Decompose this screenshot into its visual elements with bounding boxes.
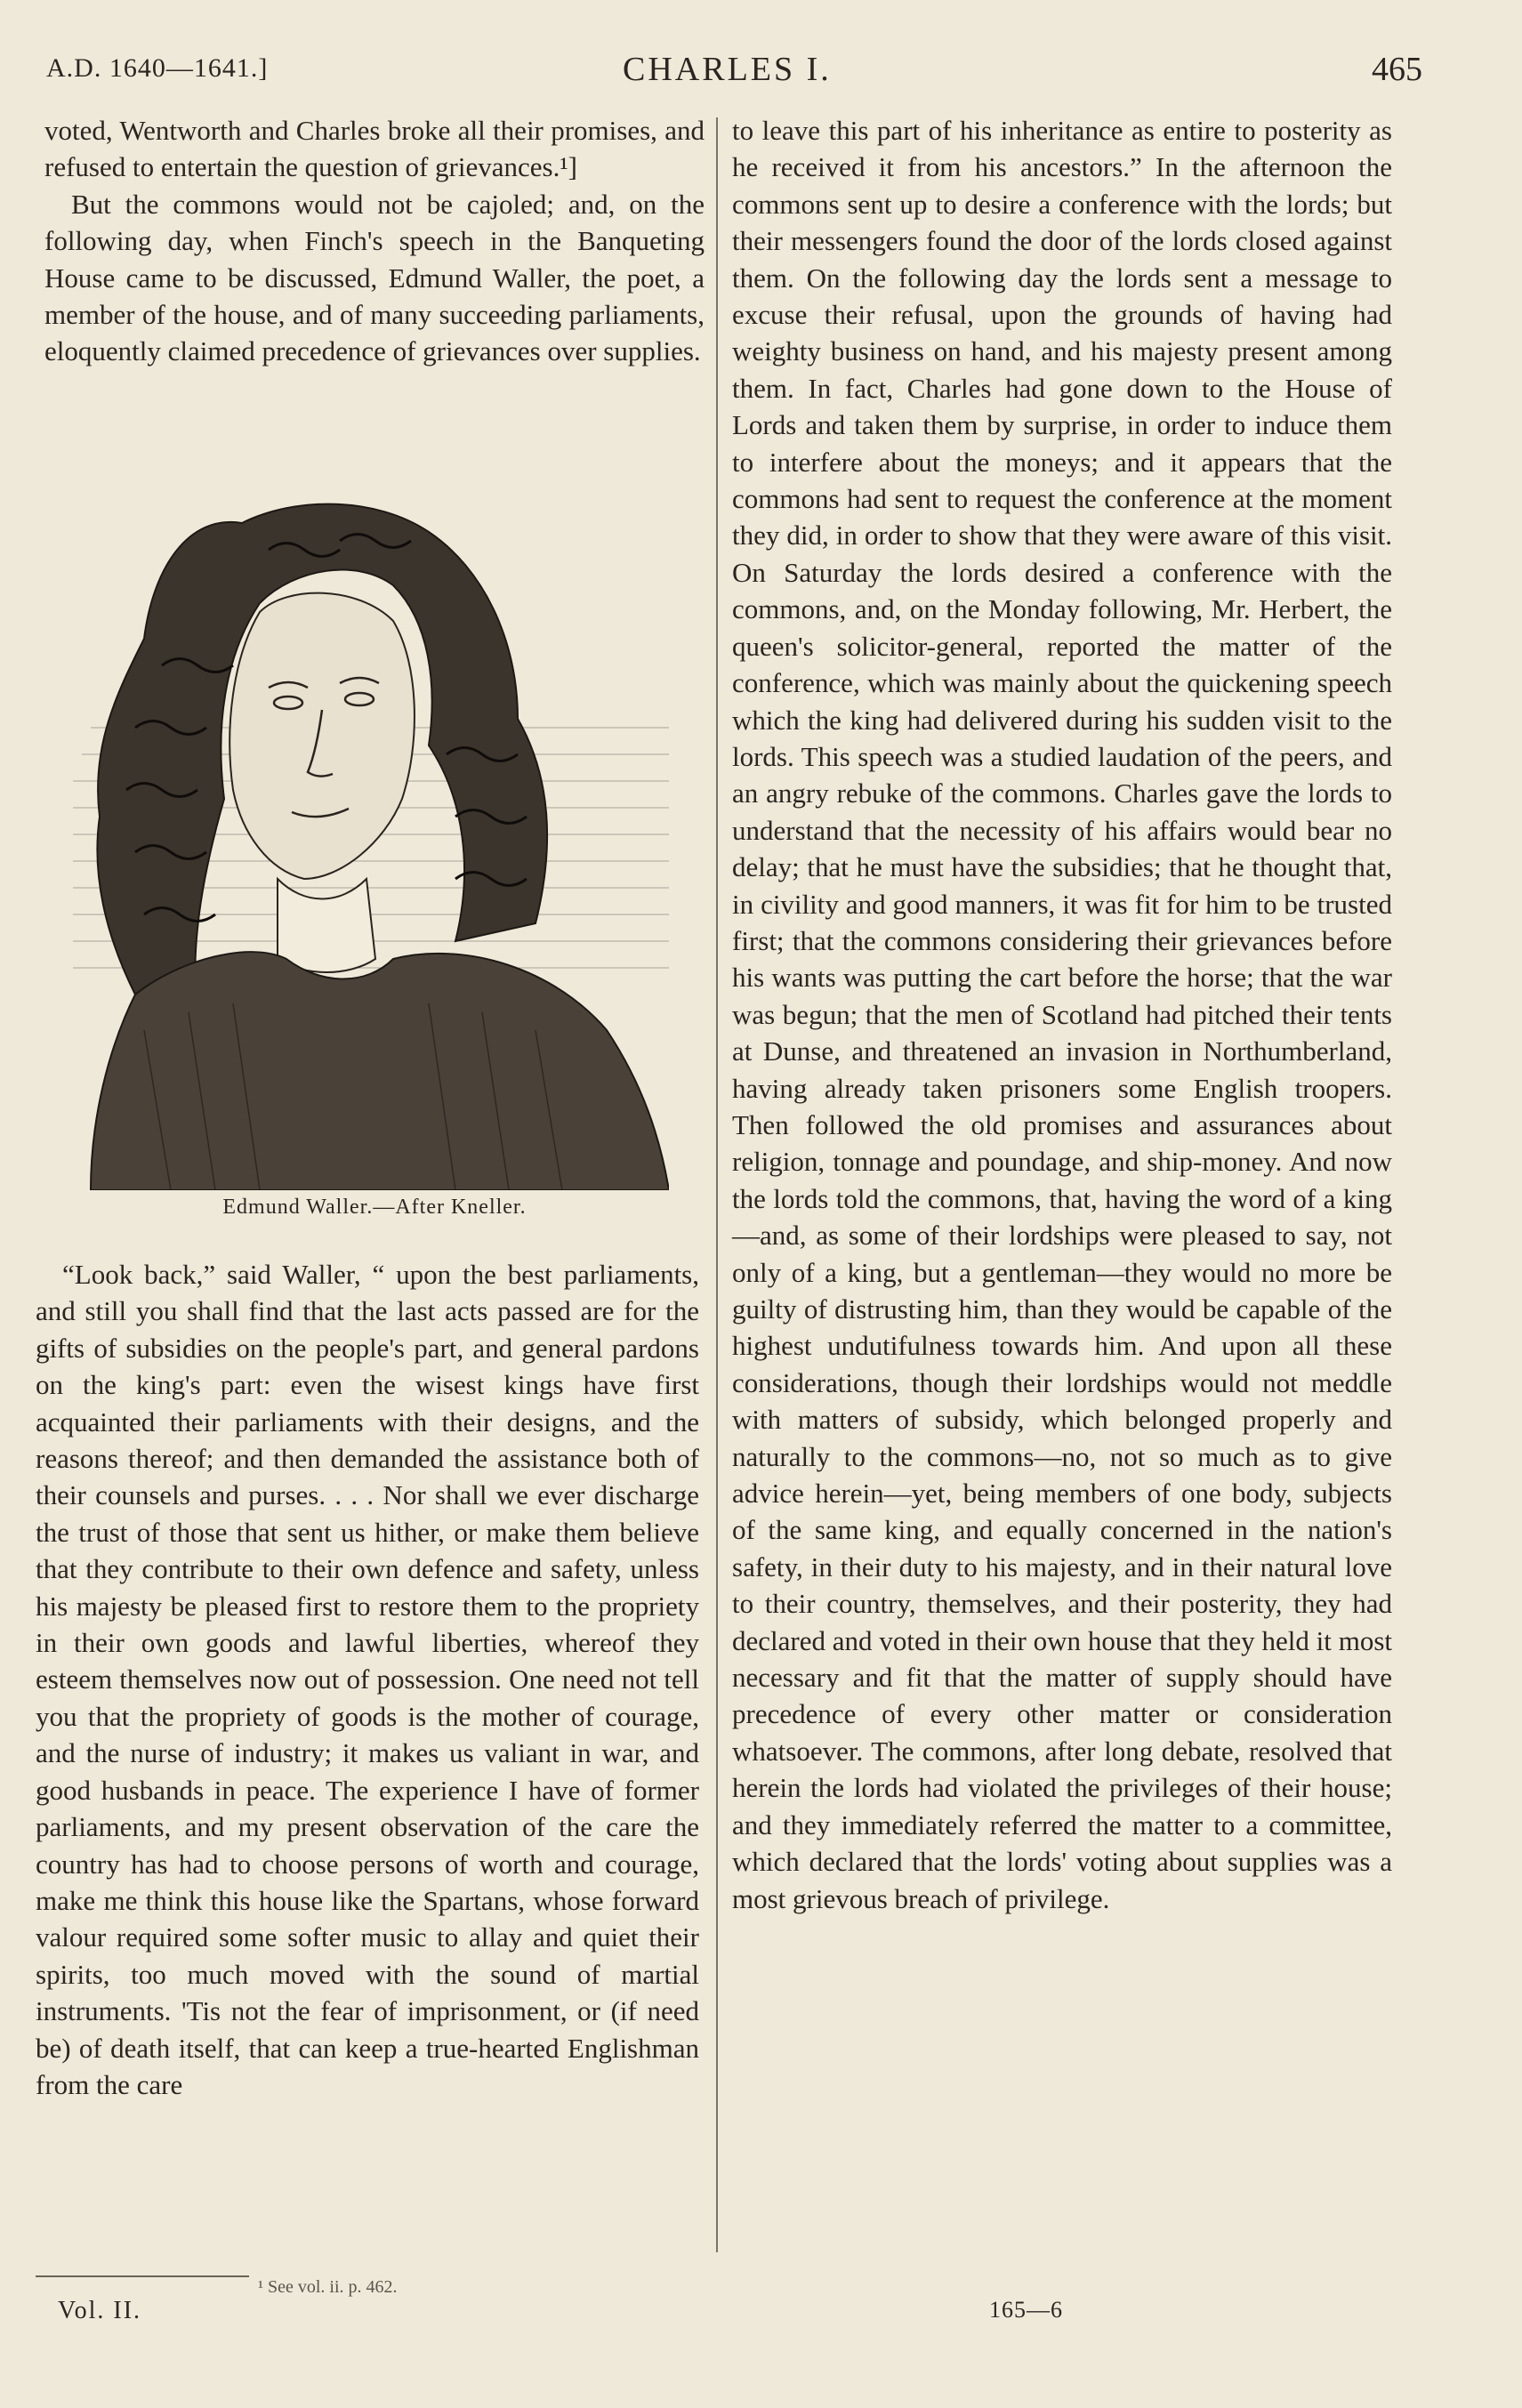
page-number: 465: [1372, 51, 1422, 88]
paragraph: voted, Wentworth and Charles broke all their promises, and refused to entertain the question of grievances.¹]: [44, 115, 705, 183]
printer-signature: 165—6: [989, 2297, 1063, 2323]
right-column: [732, 112, 1392, 1917]
column-divider: [716, 117, 718, 2252]
running-header: [46, 46, 1422, 93]
paragraph: “Look back,” said Waller, “ upon the best parliaments, and still you shall find that the last acts passed are for the gifts of subsidies on the people's part, and general pardons on the king's part: even the wisest kings have first acquainted their parliaments with their designs, and the reasons thereof; and then demanded the assistance both of their counsels and purses. . . . Nor shall we ever discharge the trust of those that sent us hither, or make them believe that they contribute to their own defence and safety, unless his majesty be pleased first to restore them to the propriety in their own goods and lawful liberties, whereof they esteem themselves now out of possession. One need not tell you that the propriety of goods is the mother of courage, and the nurse of industry; it makes us valiant in war, and good husbands in peace. The experience I have of former parliaments, and my present observation of the care the country has had to choose persons of worth and courage, make me think this house like the Spartans, whose forward valour required some softer music to allay and quiet their spirits, too much moved with the sound of martial instruments. 'Tis not the fear of imprisonment, or (if need be) of death itself, that can keep a true-hearted Englishman from the care: [36, 1259, 699, 2100]
paragraph: But the commons would not be cajoled; and, on the following day, when Finch's speech in the Banqueting House came to be discussed, Edmund Waller, the poet, a member of the house, and of many succeeding parliaments, eloquently claimed precedence of grievances over supplies.: [44, 188, 705, 367]
paragraph: to leave this part of his inheritance as entire to posterity as he received it from his ancestors.” In the afternoon the commons sent up to desire a conference with the lords; but their messengers found the door of the lords closed against them. On the following day the lords sent a message to excuse their refusal, upon the grounds of having had weighty business on hand, and his majesty present among them. In fact, Charles had gone down to the House of Lords and taken them by surprise, in order to induce them to interfere about the moneys; and it appears that the commons had sent to request the conference at the moment they did, in order to show that they were aware of this visit. On Saturday the lords desired a conference with the commons, and, on the Monday following, Mr. Herbert, the queen's solicitor-general, reported the matter of the conference, which was mainly about the quickening speech which the king had delivered during his sudden visit to the lords. This speech was a studied laudation of the peers, and an angry rebuke of the commons. Charles gave the lords to understand that the necessity of his affairs would bear no delay; that he must have the subsidies; that he thought that, in civility and good manners, it was fit for him to be trusted first; that the commons considering their grievances before his wants was putting the cart before the horse; that the war was begun; that the men of Scotland had pitched their tents at Dunse, and threatened an invasion in Northumberland, having already taken prisoners some English troopers. Then followed the old promises and assurances about religion, tonnage and poundage, and ship-money. And now the lords told the commons, that, having the word of a king—and, as some of their lordships were pleased to say, not only of a king, but a gentleman—they would no more be guilty of distrusting him, than they would be capable of the highest undutifulness towards him. And upon all these considerations, though their lordships would not meddle with matters of subsidy, which belonged properly and naturally to the commons—no, not so much as to give advice herein—yet, being members of one body, subjects of the same king, and equally concerned in the nation's safety, in their duty to his majesty, and in their natural love to their country, themselves, and their posterity, they had declared and voted in their own house that they held it most necessary and fit that the matter of supply should have precedence of every other matter or consideration whatsoever. The commons, after long debate, resolved that herein the lords had violated the privileges of their house; and they immediately referred the matter to a committee, which declared that the lords' voting about supplies was a most grievous breach of privilege.: [732, 115, 1392, 1914]
left-column-bottom: [36, 1256, 699, 2103]
header-date-range: A.D. 1640—1641.]: [46, 53, 269, 83]
footnote-rule: [36, 2275, 249, 2277]
portrait-engraving: [55, 461, 669, 1190]
volume-mark: Vol. II.: [58, 2297, 142, 2324]
left-column-top: [44, 112, 705, 370]
figure-caption: Edmund Waller.—After Kneller.: [222, 1196, 527, 1219]
footnote: ¹ See vol. ii. p. 462.: [258, 2277, 398, 2297]
header-title: CHARLES I.: [623, 51, 832, 88]
